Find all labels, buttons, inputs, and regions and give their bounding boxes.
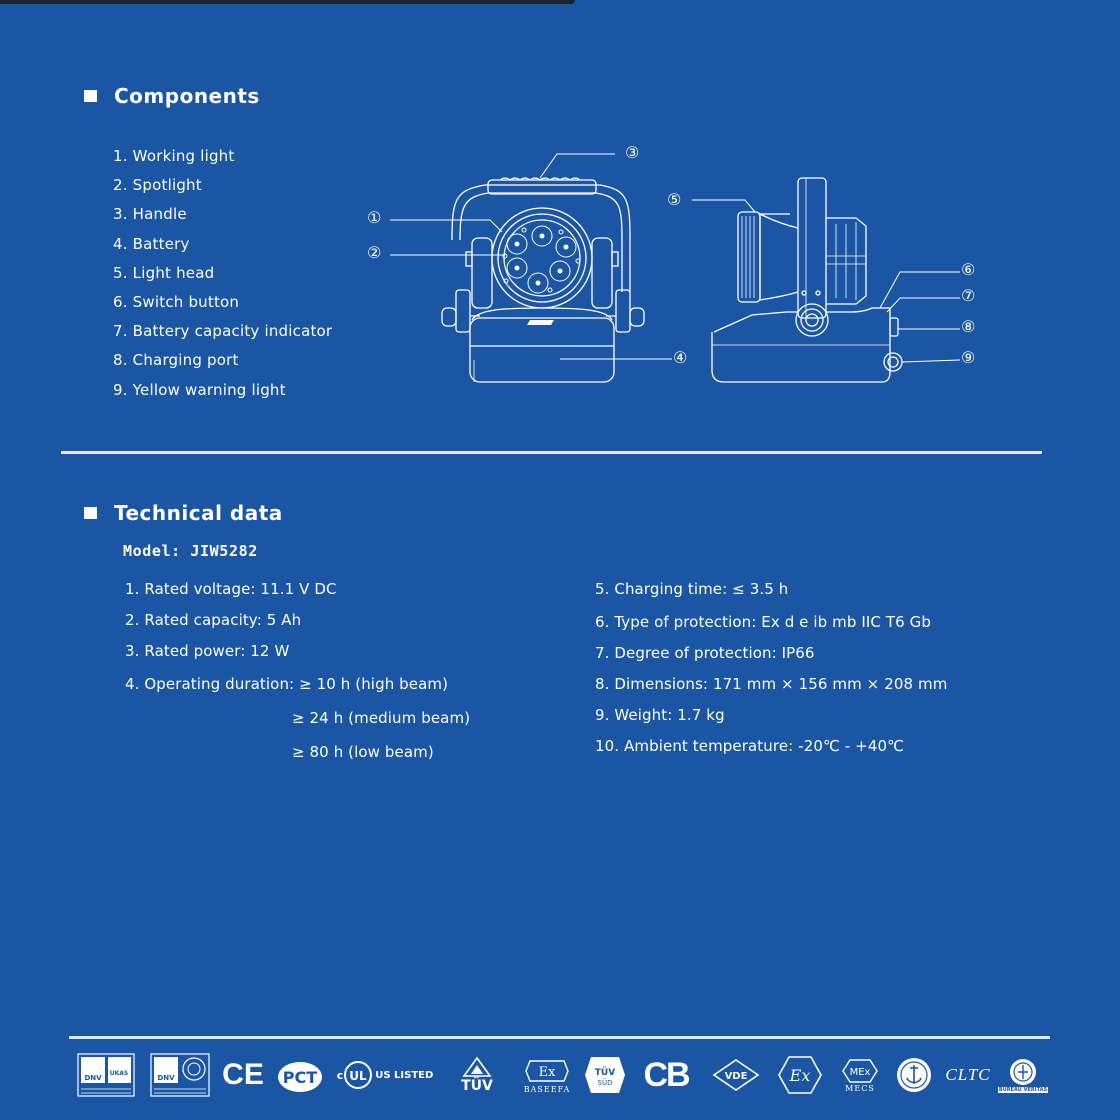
spec-item: 1. Rated voltage: 11.1 V DC — [125, 580, 337, 598]
section-divider — [61, 451, 1042, 454]
dnv-logo — [150, 1050, 210, 1100]
svg-text:TÜV: TÜV — [594, 1068, 616, 1078]
ex-text: Ex — [789, 1066, 811, 1085]
component-item: 2. Spotlight — [113, 176, 202, 195]
tuv-sud-logo — [582, 1050, 628, 1100]
callout-7: ⑦ — [961, 286, 976, 305]
dnv-ukas-logo — [77, 1050, 135, 1100]
component-item: 5. Light head — [113, 263, 215, 282]
spec-item: 4. Operating duration: ≥ 10 h (high beam) — [125, 675, 449, 693]
component-item: 1. Working light — [113, 147, 235, 165]
side-view-drawing — [712, 178, 902, 382]
dnv-text: DNV — [84, 1074, 102, 1082]
ul-listed-text: US LISTED — [375, 1069, 434, 1081]
spec-item: 2. Rated capacity: 5 Ah — [125, 611, 302, 629]
component-item: 6. Switch button — [113, 292, 240, 311]
baseefa-text: BASEEFA — [523, 1084, 571, 1094]
technical-heading — [84, 501, 283, 525]
pct-text: PCT — [282, 1068, 318, 1087]
spec-item: 7. Degree of protection: IP66 — [595, 644, 815, 662]
leader-lines — [390, 154, 960, 362]
component-item: 9. Yellow warning light — [113, 380, 286, 399]
spec-item: ≥ 80 h (low beam) — [292, 743, 434, 761]
callout-1: ① — [367, 208, 382, 227]
component-item: 3. Handle — [113, 205, 187, 224]
component-item: 8. Charging port — [113, 351, 239, 370]
tuv-sud-text: SÜD — [597, 1079, 613, 1087]
vde-text: VDE — [724, 1071, 748, 1082]
spec-item: 9. Weight: 1.7 kg — [595, 706, 725, 724]
tuv-text: TÜV — [461, 1078, 493, 1094]
footer-divider — [69, 1036, 1050, 1039]
bullet-square-icon — [84, 507, 97, 519]
technical-title: Technical data — [114, 501, 283, 525]
spec-item: 6. Type of protection: Ex d e ib mb IIC T6 Gb — [595, 613, 931, 631]
callout-3: ③ — [625, 143, 640, 162]
components-heading — [84, 84, 260, 108]
component-item: 7. Battery capacity indicator — [113, 322, 333, 341]
bullet-square-icon — [84, 90, 97, 102]
baseefa-logo — [519, 1050, 575, 1100]
pct-logo — [273, 1050, 331, 1100]
mex-mecs-logo — [835, 1050, 885, 1100]
svg-text:UL: UL — [349, 1069, 367, 1083]
callout-9: ⑨ — [961, 348, 976, 367]
callout-2: ② — [367, 243, 382, 262]
bureau-veritas-logo — [998, 1050, 1048, 1100]
seal-logo — [892, 1050, 936, 1100]
spec-item: 8. Dimensions: 171 mm × 156 mm × 208 mm — [595, 675, 948, 693]
callout-8: ⑧ — [961, 317, 976, 336]
model-label: Model: JIW5282 — [123, 542, 258, 560]
svg-text:Ex: Ex — [538, 1064, 556, 1080]
certification-logos — [70, 1050, 1050, 1100]
dnv-text: DNV — [157, 1074, 175, 1082]
bureau-veritas-text: BUREAU VERITAS — [998, 1087, 1048, 1093]
spec-item: 10. Ambient temperature: -20℃ - +40℃ — [595, 737, 905, 755]
spec-item: ≥ 24 h (medium beam) — [292, 709, 471, 727]
spec-item: 3. Rated power: 12 W — [125, 642, 290, 660]
vde-logo — [710, 1050, 762, 1100]
component-item: 4. Battery — [113, 234, 190, 253]
front-view-drawing — [442, 178, 644, 382]
components-list — [113, 144, 332, 407]
mex-text: MEx — [849, 1066, 871, 1078]
mecs-text: MECS — [845, 1083, 875, 1093]
components-title: Components — [114, 84, 260, 108]
spec-item: 5. Charging time: ≤ 3.5 h — [595, 580, 789, 598]
callout-6: ⑥ — [961, 260, 976, 279]
tuv-logo — [450, 1050, 504, 1100]
ex-hex-logo — [775, 1050, 825, 1100]
ce-logo: CE — [222, 1058, 264, 1091]
ukas-text: UKAS — [109, 1070, 129, 1077]
callout-5: ⑤ — [667, 190, 682, 209]
top-bar — [0, 0, 575, 4]
cb-logo: CB — [643, 1055, 689, 1094]
callout-4: ④ — [673, 348, 688, 367]
cltc-logo: CLTC — [945, 1065, 991, 1084]
ul-logo: c UL US LISTED — [335, 1050, 435, 1100]
